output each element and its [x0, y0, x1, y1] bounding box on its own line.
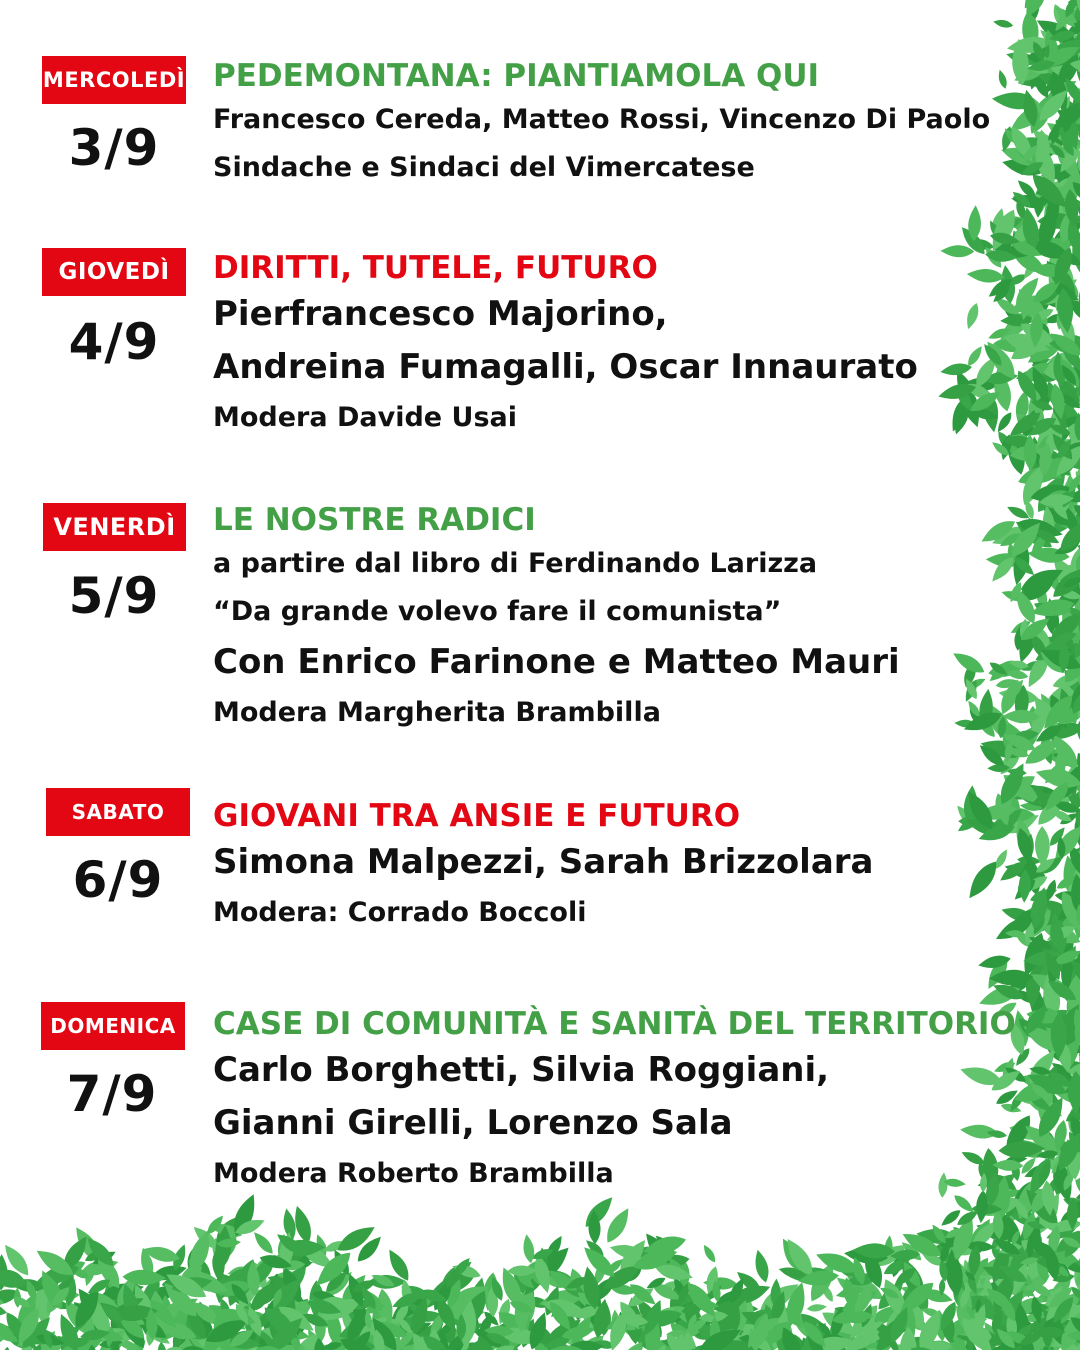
moderator-line: Modera Roberto Brambilla [213, 1158, 614, 1189]
speakers-line: Carlo Borghetti, Silvia Roggiani, [213, 1050, 830, 1090]
day-badge: GIOVEDÌ [42, 248, 186, 296]
speakers-line: Gianni Girelli, Lorenzo Sala [213, 1103, 733, 1143]
speakers-line: Pierfrancesco Majorino, [213, 294, 668, 334]
speakers-line: Sindache e Sindaci del Vimercatese [213, 152, 755, 183]
day-badge: DOMENICA [41, 1002, 185, 1050]
moderator-line: Modera: Corrado Boccoli [213, 897, 587, 928]
event-content [213, 796, 1043, 937]
moderator-line: Modera Margherita Brambilla [213, 697, 661, 728]
event-title: CASE DI COMUNITÀ E SANITÀ DEL TERRITORIO [213, 1006, 1016, 1042]
event-title: DIRITTI, TUTELE, FUTURO [213, 250, 658, 286]
event-content [213, 500, 1043, 737]
event-date: 4/9 [68, 313, 160, 371]
event-content [213, 56, 1043, 192]
day-badge: SABATO [46, 788, 190, 836]
day-badge: VENERDÌ [43, 503, 186, 551]
event-content [213, 248, 1043, 442]
event-date: 6/9 [72, 851, 164, 909]
speakers-line: Andreina Fumagalli, Oscar Innaurato [213, 347, 918, 387]
event-content [213, 1004, 1043, 1198]
speakers-line: Francesco Cereda, Matteo Rossi, Vincenzo Di Paolo [213, 104, 991, 135]
event-title: GIOVANI TRA ANSIE E FUTURO [213, 798, 741, 834]
event-date: 5/9 [68, 567, 160, 625]
speakers-line: Con Enrico Farinone e Matteo Mauri [213, 642, 900, 682]
moderator-line: Modera Davide Usai [213, 402, 517, 433]
event-date: 7/9 [66, 1065, 158, 1123]
event-date: 3/9 [68, 119, 160, 177]
day-badge: MERCOLEDÌ [42, 56, 186, 104]
description-line: a partire dal libro di Ferdinando Larizza [213, 548, 818, 579]
description-line: “Da grande volevo fare il comunista” [213, 596, 782, 627]
event-title: LE NOSTRE RADICI [213, 502, 536, 538]
event-title: PEDEMONTANA: PIANTIAMOLA QUI [213, 58, 820, 94]
speakers-line: Simona Malpezzi, Sarah Brizzolara [213, 842, 874, 882]
